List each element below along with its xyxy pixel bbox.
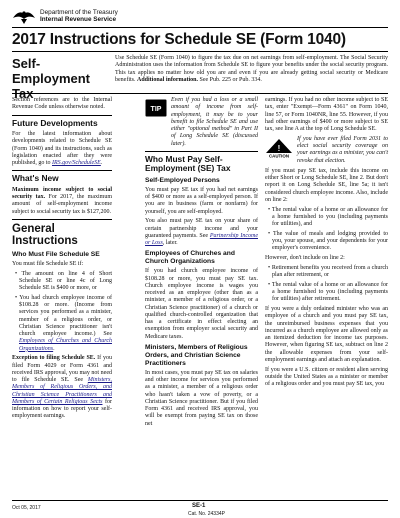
additional-info-label: Additional information. [137, 77, 199, 84]
exception-bold: Exception to filing Schedule SE. [12, 355, 96, 362]
agency-name [40, 9, 118, 23]
ministers-heading: Ministers, Members of Religious Orders, and Christian Science Practitioners [145, 343, 248, 367]
bullet-item: • You had church employee income of $108.28 or more. (Income from services you performed as a minister, member of a religious order, or Christian Science practitioner isn't church employee income.) See Employees of Churches and Church Organizations. [15, 294, 112, 352]
whats-new-bold: Maximum income subject to social security tax. [12, 186, 112, 201]
intro-divider [12, 93, 388, 94]
paragraph: earnings. If you had no other income subject to SE tax, enter "Exempt—Form 4361" on Form 1040, line 57, or Form 1040NR, line 55. However, if you had other earnings of $400 or more subject to SE tax, see line A at the top of Long Schedule SE. [265, 97, 388, 132]
page-header [12, 6, 388, 28]
who-must-file-heading: Who Must File Schedule SE [12, 250, 100, 258]
column-1 [12, 97, 112, 423]
catalog-number: Cat. No. 24334P [188, 511, 225, 517]
paragraph-tail: , later. [162, 240, 178, 247]
title-divider [12, 51, 388, 52]
future-developments-heading: Future Developments [12, 117, 98, 128]
divider [145, 151, 258, 152]
intro-text: Use Schedule SE (Form 1040) to figure the tax due on net earnings from self-employment. The Social Security Administration uses the information from Schedule SE to figure your benefits under the social security program. This tax applies no matter how old you are and even if you are already getting social security or Medicare benefits. [115, 55, 388, 84]
caution-label: CAUTION [268, 153, 290, 158]
tip-label: TIP [150, 106, 162, 113]
tip-icon [145, 99, 167, 117]
page-number: SE-1 [192, 503, 206, 509]
self-employed-heading: Self-Employed Persons [145, 176, 220, 184]
divider [12, 115, 112, 116]
who-must-file-intro: You must file Schedule SE if: [12, 260, 84, 267]
intro-paragraph [115, 55, 388, 85]
exclamation-glyph: ! [277, 143, 281, 153]
column-2 [145, 97, 258, 430]
bullet-text: • You had church employee income of $108.28 or more. (Income from services you performed as a minister, member of a religious order, or Christian Science practitioner isn't church employee income.) See [15, 294, 112, 338]
bullet-item: • Retirement benefits you received from a church plan after retirement, or [268, 264, 388, 278]
paragraph: However, don't include on line 2: [265, 255, 345, 261]
section-references-note: Section references are to the Internal Revenue Code unless otherwise noted. [12, 97, 112, 111]
general-instructions-heading: General Instructions [12, 222, 78, 248]
churches-heading: Employees of Churches and Church Organizations [145, 250, 235, 266]
exception-tail: for information on how to report your self-employment earnings. [12, 398, 112, 420]
paragraph: You must pay SE tax if you had net earnings of $400 or more as a self-employed person. If you are in business (farm or nonfarm) for yourself, you are self-employed. [145, 186, 258, 215]
whats-new-text [12, 187, 112, 216]
paragraph: If you had church employee income of $108.28 or more, you must pay SE tax. Church employee income is wages you received as an employee (other than as a minister, a member of a religious order, or a Christian Science practitioner) of a church or qualified church-controlled organization that has a certificate in effect electing an exemption from employer social security and Medicare taxes. [145, 268, 258, 340]
partnership-income-link[interactable]: Partnership Income or Loss [145, 232, 258, 247]
ministers-link[interactable]: Ministers, Members of Religious Orders, and Christian Science Practitioners and Members of Certain Religious Sects [12, 377, 113, 405]
column-3 [265, 97, 388, 391]
paragraph: If you were a U.S. citizen or resident alien serving outside the United States as a minister or member of a religious order and you must pay SE tax, you [265, 366, 388, 387]
caution-text: If you have ever filed Form 2031 to elect social security coverage on your earnings as a minister, you can't revoke that election. [297, 135, 388, 164]
additional-info-text: See Pub. 225 or Pub. 334. [198, 77, 262, 84]
page-footer [12, 500, 388, 517]
caution-box [265, 136, 388, 165]
irs-schedule-se-link[interactable]: IRS.gov/ScheduleSE [52, 160, 101, 167]
exception-paragraph [12, 355, 112, 420]
divider [12, 170, 112, 171]
who-must-pay-heading: Who Must Pay Self-Employment (SE) Tax [145, 153, 231, 174]
section-title: Self-Employment Tax [12, 56, 91, 101]
future-developments-text: For the latest information about developments related to Schedule SE (Form 1040) and its instructions, such as legislation enacted after they were published, go to IRS.gov/ScheduleSE. [12, 131, 112, 167]
bullet-item: • The amount on line 4 of Short Schedule SE or line 4c of Long Schedule SE is $400 or more, or [15, 270, 112, 292]
future-text: For the latest information about developments related to Schedule SE (Form 1040) and its instructions, such as legislation enacted after they were published, go to [12, 131, 112, 167]
bullet-item: • The rental value of a home or an allowance for a home furnished to you (including payments for utilities), and [268, 206, 388, 227]
paragraph [145, 218, 258, 247]
paragraph: If you must pay SE tax, include this income on either Short or Long Schedule SE, line 2. But don't report it on Long Schedule SE, line 5a; it isn't considered church employee income. Also, include on line 2: [265, 167, 388, 203]
paragraph: If you were a duly ordained minister who was an employee of a church and you must pay SE tax, the unreimbursed business expenses that you incurred as a church employee are allowed only as an itemized deduction for income tax purposes. However, when figuring SE tax, subtract on line 2 the allowable expenses from your self-employment earnings and attach an explanation. [265, 306, 388, 363]
footer-date: Oct 05, 2017 [12, 505, 41, 511]
tip-text: Even if you had a loss or a small amount of income from self-employment, it may be to your benefit to file Schedule SE and use either "optional method" in Part II of Long Schedule SE (discussed later). [171, 97, 258, 147]
bullet-item: • The value of meals and lodging provided to you, your spouse, and your dependents for your employer's convenience. [268, 230, 388, 252]
tip-box [145, 97, 258, 148]
churches-link[interactable]: Employees of Churches and Church Organizations [19, 338, 112, 352]
whats-new-body: For 2017, the maximum amount of self-employment income subject to social security tax is $127,200. [12, 194, 113, 215]
divider [12, 219, 112, 220]
irs-eagle-logo-icon [12, 8, 36, 25]
bullet-item: • The rental value of a home or an allowance for a home furnished to you (including payments for utilities) after retirement. [268, 281, 388, 303]
paragraph-text: You also must pay SE tax on your share of certain partnership income and your guaranteed payments. See [145, 218, 258, 239]
agency-line-1: Department of the Treasury [40, 9, 118, 16]
exception-text: If you filed Form 4029 or Form 4361 and received IRS approval, you may not need to file Schedule SE. See [12, 355, 112, 384]
whats-new-heading: What's New [12, 173, 59, 184]
agency-line-2: Internal Revenue Service [40, 16, 117, 24]
caution-icon [265, 138, 293, 158]
paragraph: In most cases, you must pay SE tax on salaries and other income for services you performed as a minister, a member of a religious order who hasn't taken a vow of poverty, or a Christian Science practitioner. But if you filed Form 4361 and received IRS approval, you will be exempt from paying SE tax on those net [145, 369, 258, 427]
document-title: 2017 Instructions for Schedule SE (Form 1040) [12, 31, 346, 48]
